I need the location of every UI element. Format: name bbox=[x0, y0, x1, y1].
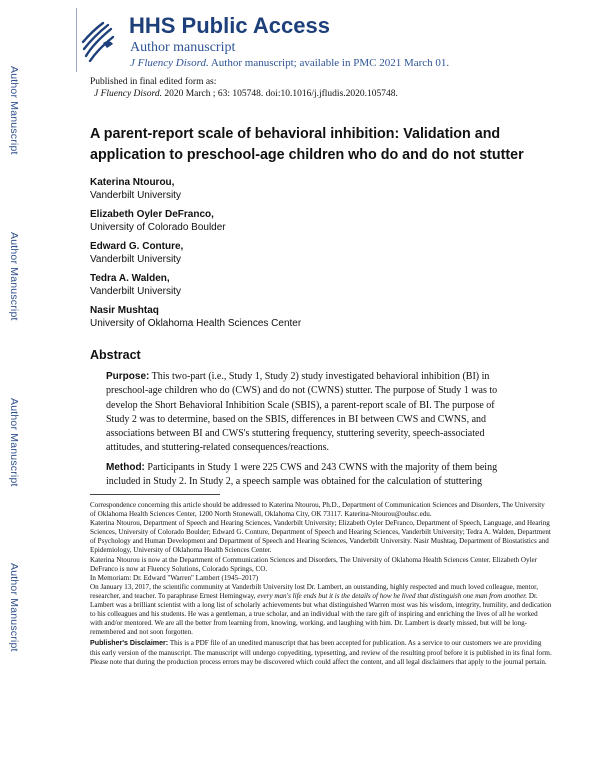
current-affiliation-note: Katerina Ntourou is now at the Department of Communication Sciences and Disorders, The University of Oklahoma Health Sciences Center. Elizabeth Oyler DeFranco is now at Fluency Solutions, Colorado Springs, CO. bbox=[90, 555, 538, 573]
paper-title-line: application to preschool-age children who do and do not stutter bbox=[90, 147, 524, 163]
memoriam-note bbox=[90, 583, 552, 638]
author-name: Katerina Ntourou, bbox=[90, 177, 175, 188]
disclaimer-text: This is a PDF file of an unedited manuscript that has been accepted for publication. As a service to our customers we are providing this early version of the manuscript. The manuscript will undergo copyediting, typesetting, and review of the resulting proof before it is published in its final form. Please note that during the production process errors may be discovered which could affect the content, and all legal disclaimers that apply to the journal pertain. bbox=[90, 639, 552, 666]
author-affiliation: Vanderbilt University bbox=[90, 190, 181, 201]
footnote-divider bbox=[90, 494, 220, 495]
hhs-eagle-logo-icon bbox=[80, 16, 116, 62]
published-in-label: Published in final edited form as: bbox=[90, 77, 217, 87]
affiliations-note: Katerina Ntourou, Department of Speech and Hearing Sciences, Vanderbilt University; Elizabeth Oyler DeFranco, Department of Speech, Language, and Hearing Sciences, University of Colorado Boulder; Edward G. Conture, Department of Speech and Hearing Sciences, Vanderbilt University; Tedra A. Walden, Department of Psychology and Human Development and Department of Speech and Hearing Sciences, Vanderbilt University. Nasir Mushtaq, Department of Biostatistics and Epidemiology, University of Oklahoma Health Sciences Center. bbox=[90, 519, 551, 555]
author-name: Tedra A. Walden, bbox=[90, 273, 170, 284]
citation-journal: J Fluency Disord. bbox=[94, 89, 162, 99]
paper-title-line: A parent-report scale of behavioral inhibition: Validation and bbox=[90, 126, 501, 142]
citation bbox=[90, 88, 398, 100]
author-manuscript-label: Author manuscript bbox=[130, 40, 236, 55]
memoriam-text: Dr. Lambert was a brilliant scientist with a long list of scholarly achievements but what distinguished Warren most was his wisdom, integrity, humility, and dedication to his colleagues and his students. He was a gentleman, a true scholar, and an individual with the rare gift of inspiring and enriching the lives of all he worked with and/or mentored. We are all the better from learning from, knowing, working, and laughing with him. Dr. Lambert is dearly missed, but will be long-remembered and not soon forgotten. bbox=[90, 591, 552, 637]
author-name: Nasir Mushtaq bbox=[90, 305, 159, 316]
method-label: Method: bbox=[106, 462, 145, 473]
memoriam-quote: every man's life ends but it is the details of how he lived that distinguish one man from another. bbox=[257, 591, 528, 600]
author-name: Edward G. Conture, bbox=[90, 241, 184, 252]
journal-availability-line bbox=[130, 57, 449, 69]
citation-details: 2020 March ; 63: 105748. doi:10.1016/j.jfludis.2020.105748. bbox=[161, 89, 398, 99]
abstract-purpose-paragraph bbox=[106, 370, 506, 456]
journal-name: J Fluency Disord. bbox=[130, 57, 209, 69]
abstract-heading: Abstract bbox=[90, 348, 141, 362]
correspondence-note: Correspondence concerning this article should be addressed to Katerina Ntourou, Ph.D., Department of Communication Sciences and Disorders, The University of Oklahoma Health Sciences Center, 1200 North Stonewall, Oklahoma City, OK 73117. Katerina-Ntourou@ouhsc.edu. bbox=[90, 501, 545, 519]
author-affiliation: University of Colorado Boulder bbox=[90, 222, 226, 233]
author-affiliation: Vanderbilt University bbox=[90, 254, 181, 265]
author-entry bbox=[90, 208, 550, 234]
disclaimer-label: Publisher's Disclaimer: bbox=[90, 639, 169, 648]
paper-title bbox=[90, 124, 560, 166]
author-entry bbox=[90, 176, 550, 202]
hhs-public-access-title: HHS Public Access bbox=[129, 13, 330, 38]
method-text: Participants in Study 1 were 225 CWS and 243 CWNS with the majority of them being included in Study 2. In Study 2, a speech sample was obtained for the calculation of stuttering bbox=[106, 462, 498, 488]
header-divider bbox=[76, 8, 77, 72]
availability-text: Author manuscript; available in PMC 2021 March 01. bbox=[208, 57, 450, 69]
author-entry bbox=[90, 272, 550, 298]
author-affiliation: Vanderbilt University bbox=[90, 286, 181, 297]
author-entry bbox=[90, 240, 550, 266]
author-list bbox=[90, 176, 550, 336]
author-name: Elizabeth Oyler DeFranco, bbox=[90, 209, 214, 220]
author-affiliation: University of Oklahoma Health Sciences Center bbox=[90, 318, 302, 329]
author-manuscript-side-label: Author Manuscript bbox=[8, 563, 20, 652]
abstract-method-paragraph bbox=[106, 461, 506, 490]
purpose-label: Purpose: bbox=[106, 371, 150, 382]
footnotes bbox=[90, 501, 552, 667]
memoriam-text: On January 13, 2017, the scientific community at Vanderbilt University lost Dr. Lambert, an outstanding, highly respected and much loved colleague, mentor, researcher, and teacher. To paraphrase Ernest Hemingway, bbox=[90, 582, 538, 600]
purpose-text: This two-part (i.e., Study 1, Study 2) study investigated behavioral inhibition (BI) in preschool-age children who do (CWS) and do not (CWNS) stutter. The purpose of Study 1 was to develop the Short Behavioral Inhibition Scale (SBIS), a parent-report scale of BI. The purpose of Study 2 was to determine, based on the SBIS, differences in BI between CWS and CWNS, and associations between BI and CWS's stuttering frequency, stuttering severity, speech-associated attitudes, and stuttering-related consequences/reactions. bbox=[106, 371, 498, 454]
author-manuscript-side-label: Author Manuscript bbox=[8, 398, 20, 487]
memoriam-heading: In Memoriam: Dr. Edward "Warren" Lambert (1945–2017) bbox=[90, 573, 259, 582]
author-manuscript-side-label: Author Manuscript bbox=[8, 66, 20, 155]
publication-info bbox=[90, 76, 398, 100]
publisher-disclaimer bbox=[90, 639, 552, 666]
author-entry bbox=[90, 304, 550, 330]
author-manuscript-side-label: Author Manuscript bbox=[8, 232, 20, 321]
